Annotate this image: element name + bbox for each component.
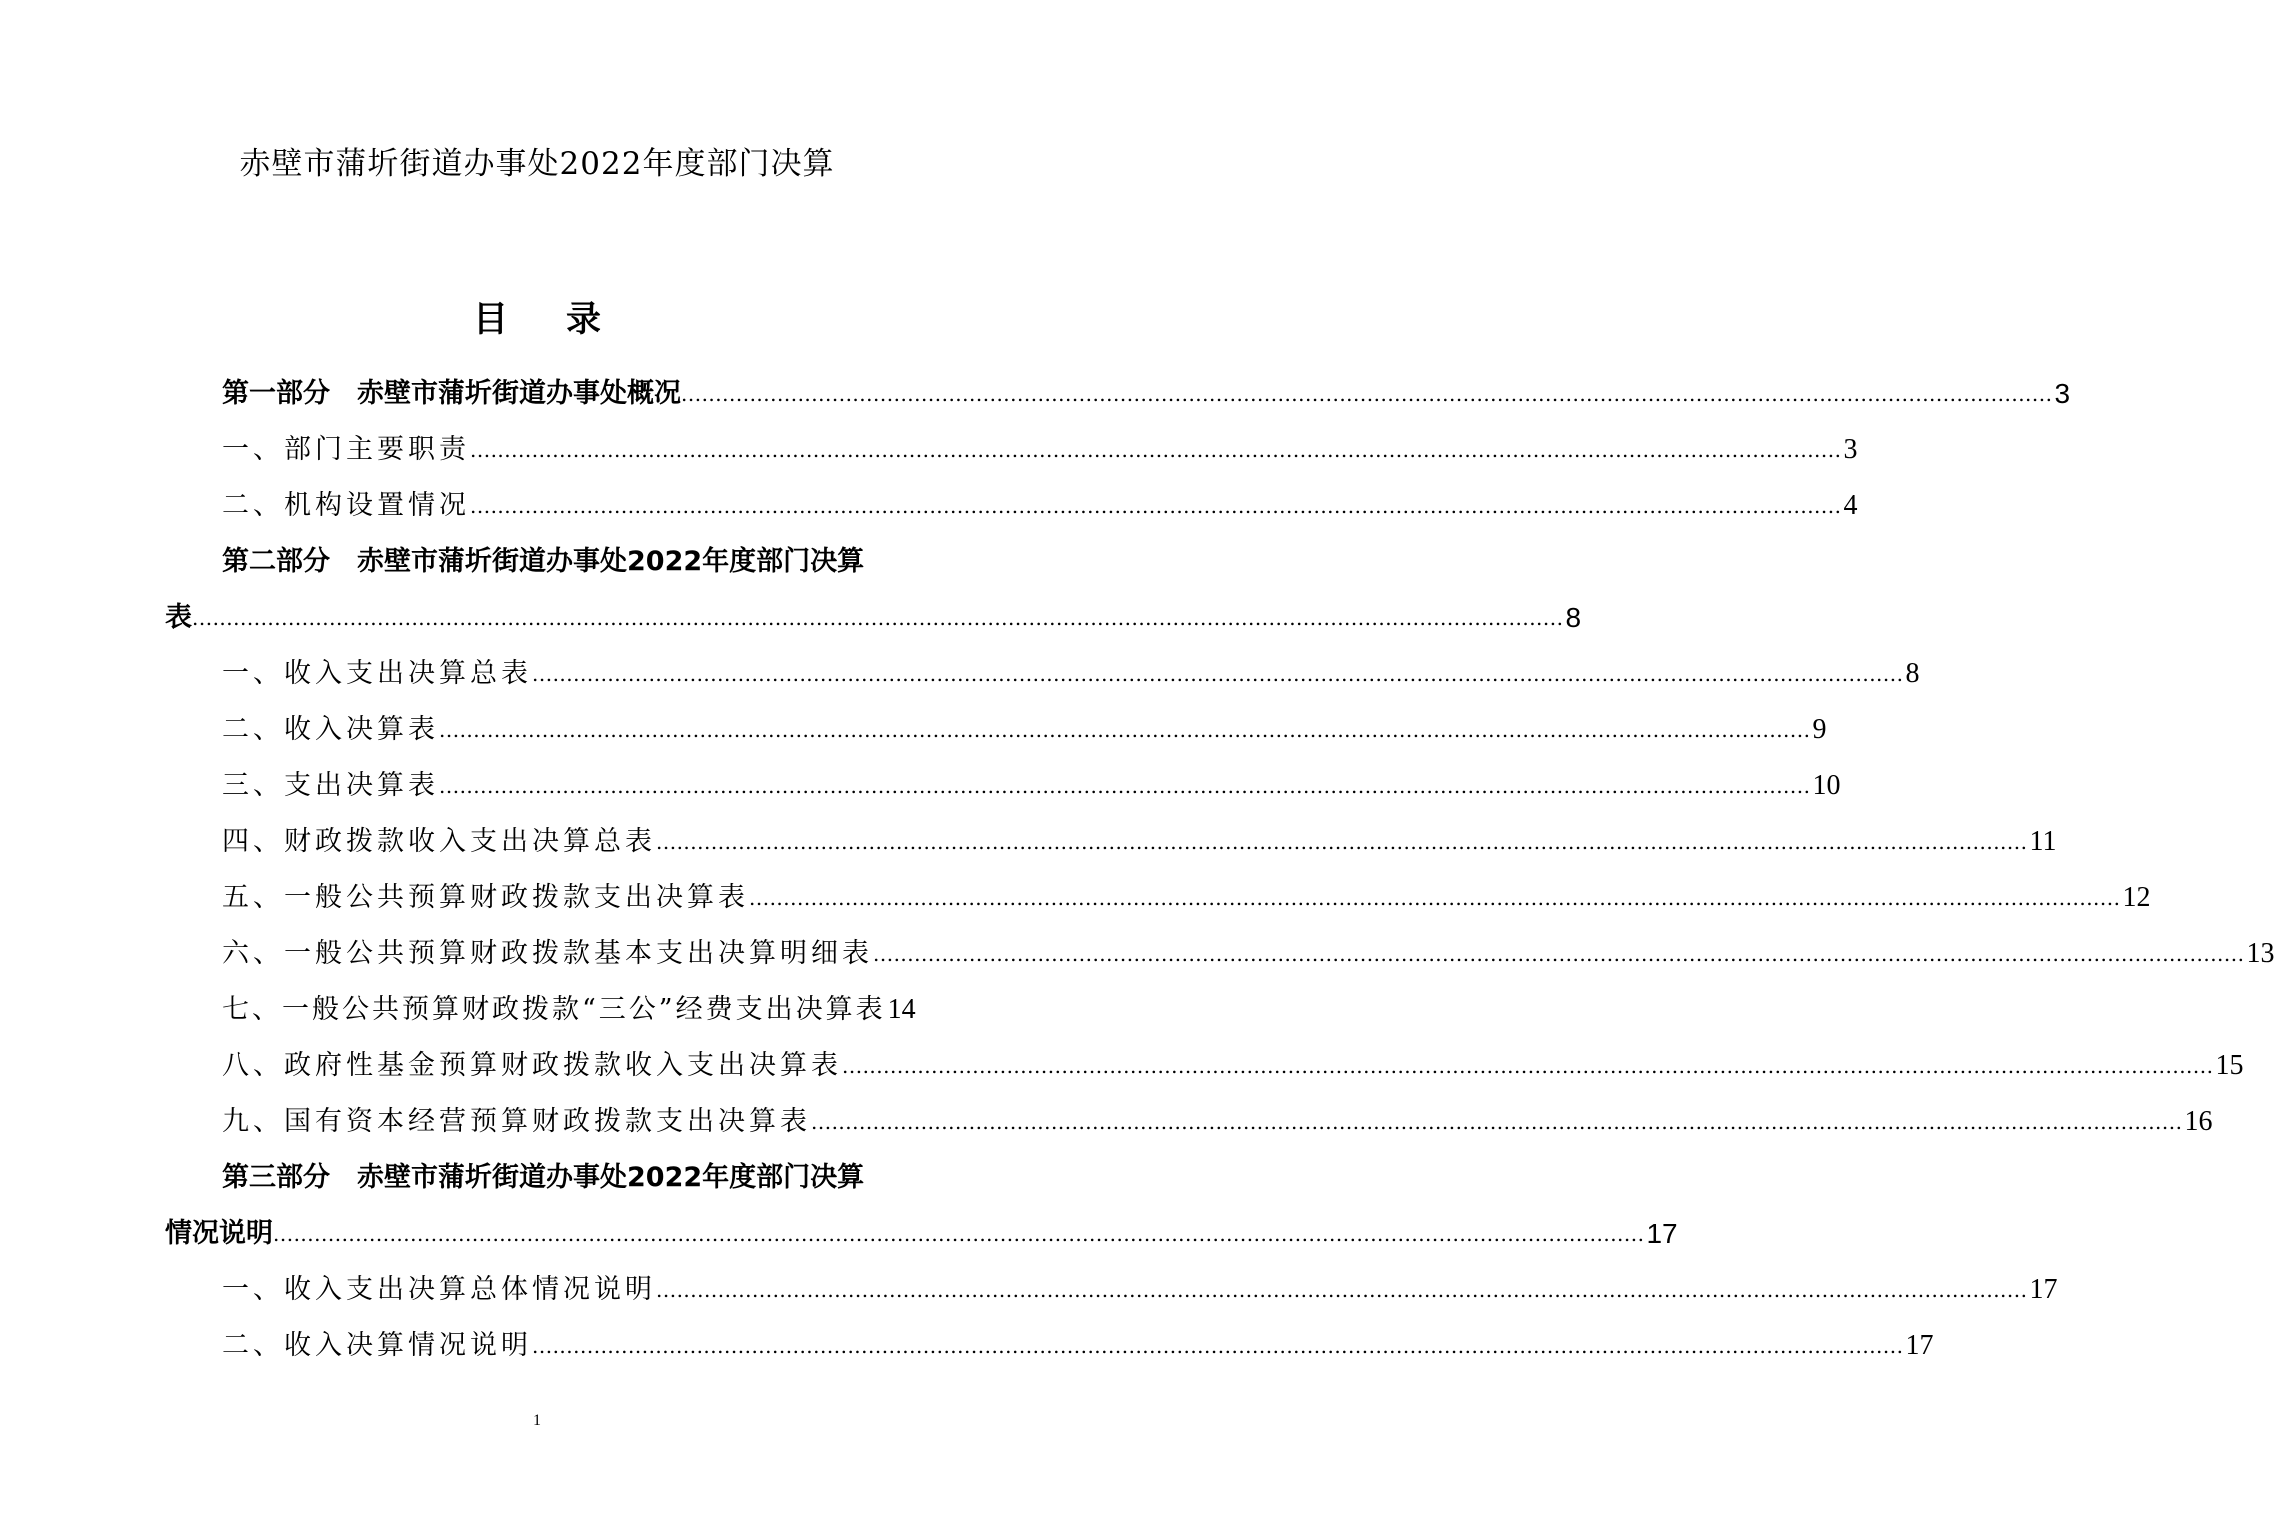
toc-leader-dots: ........................................................................................................................................................................................................ (439, 718, 1811, 742)
page-number: 1 (533, 1412, 541, 1429)
toc-entry-part-3-cont[interactable] (165, 1214, 1678, 1254)
toc-entry[interactable] (222, 1270, 2058, 1310)
toc-entry[interactable] (222, 822, 2057, 862)
toc-entry[interactable] (222, 1102, 2213, 1142)
toc-entry[interactable] (222, 430, 1858, 470)
toc-leader-dots: ........................................................................................................................................................................................................ (873, 942, 2245, 966)
toc-leader-dots: ........................................................................................................................................................................................................ (273, 1222, 1645, 1246)
toc-entry-page: 17 (1905, 1330, 1934, 1361)
toc-entry[interactable] (222, 710, 1827, 750)
toc-heading (0, 292, 1074, 342)
toc-entry-label: 一、收入支出决算总表 (222, 658, 532, 689)
toc-entry-part-2-cont[interactable] (165, 598, 1582, 638)
toc-entry-page: 12 (2122, 882, 2151, 913)
toc-entry-page: 3 (1843, 434, 1858, 465)
toc-heading-char-1: 目 (472, 300, 508, 340)
toc-leader-dots: ........................................................................................................................................................................................................ (439, 774, 1811, 798)
toc-entry-page: 8 (1905, 658, 1920, 689)
toc-entry-page: 4 (1843, 490, 1858, 521)
toc-entry-label: 表 (165, 602, 192, 633)
toc-entry[interactable] (222, 1326, 1934, 1366)
toc-entry-label: 七、一般公共预算财政拨款“三公”经费支出决算表 (222, 994, 886, 1025)
toc-leader-dots: ........................................................................................................................................................................................................ (681, 382, 2053, 406)
toc-entry-label: 四、财政拨款收入支出决算总表 (222, 826, 656, 857)
toc-entry-label: 二、收入决算表 (222, 714, 439, 745)
toc-entry-label: 三、支出决算表 (222, 770, 439, 801)
toc-entry-page: 3 (2054, 378, 2071, 409)
toc-entry-page: 11 (2029, 826, 2057, 857)
toc-entry-page: 17 (2029, 1274, 2058, 1305)
toc-entry[interactable] (222, 766, 1841, 806)
toc-entry-label: 一、部门主要职责 (222, 434, 470, 465)
toc-entry-label: 一、收入支出决算总体情况说明 (222, 1274, 656, 1305)
toc-leader-dots: ........................................................................................................................................................................................................ (192, 606, 1564, 630)
toc-entry-part-2[interactable] (222, 542, 912, 582)
toc-entry-page: 8 (1565, 602, 1582, 633)
toc-leader-dots: ........................................................................................................................................................................................................ (470, 438, 1842, 462)
toc-entry[interactable] (222, 934, 2274, 974)
toc-entry[interactable] (222, 486, 1858, 526)
toc-entry-page: 15 (2215, 1050, 2244, 1081)
toc-entry-label: 二、机构设置情况 (222, 490, 470, 521)
toc-entry-label: 第一部分 赤壁市蒲圻街道办事处概况 (222, 378, 681, 409)
toc-entry-page: 17 (1646, 1218, 1678, 1249)
toc-entry-label: 六、一般公共预算财政拨款基本支出决算明细表 (222, 938, 873, 969)
toc-entry-label: 第二部分 赤壁市蒲圻街道办事处2022年度部门决算 (222, 546, 865, 577)
toc-entry-label: 九、国有资本经营预算财政拨款支出决算表 (222, 1106, 811, 1137)
toc-entry[interactable] (222, 654, 1920, 694)
toc-leader-dots: ........................................................................................................................................................................................................ (842, 1054, 2214, 1078)
toc-entry-page: 13 (2246, 938, 2274, 969)
toc-entry-label: 八、政府性基金预算财政拨款收入支出决算表 (222, 1050, 842, 1081)
toc-entry-label: 情况说明 (165, 1218, 273, 1249)
toc-entry-page: 14 (887, 994, 916, 1025)
toc-leader-dots: ........................................................................................................................................................................................................ (656, 830, 2028, 854)
document-title: 赤壁市蒲圻街道办事处2022年度部门决算 (239, 146, 835, 182)
toc-leader-dots: ........................................................................................................................................................................................................ (532, 1334, 1904, 1358)
toc-leader-dots: ........................................................................................................................................................................................................ (656, 1278, 2028, 1302)
toc-leader-dots: ........................................................................................................................................................................................................ (811, 1110, 2183, 1134)
toc-entry[interactable] (222, 1046, 2244, 1086)
toc-entry[interactable] (222, 990, 916, 1030)
toc-entry-part-1[interactable] (222, 374, 2071, 414)
toc-heading-char-2: 录 (566, 300, 602, 340)
toc-entry[interactable] (222, 878, 2151, 918)
toc-entry-page: 9 (1812, 714, 1827, 745)
toc-entry-label: 五、一般公共预算财政拨款支出决算表 (222, 882, 749, 913)
toc-entry-part-3[interactable] (222, 1158, 912, 1198)
toc-entry-label: 第三部分 赤壁市蒲圻街道办事处2022年度部门决算 (222, 1162, 865, 1193)
toc-leader-dots: ........................................................................................................................................................................................................ (532, 662, 1904, 686)
toc-entry-label: 二、收入决算情况说明 (222, 1330, 532, 1361)
toc-leader-dots: ........................................................................................................................................................................................................ (749, 886, 2121, 910)
toc-entry-page: 10 (1812, 770, 1841, 801)
toc-entry-page: 16 (2184, 1106, 2213, 1137)
toc-leader-dots: ........................................................................................................................................................................................................ (470, 494, 1842, 518)
